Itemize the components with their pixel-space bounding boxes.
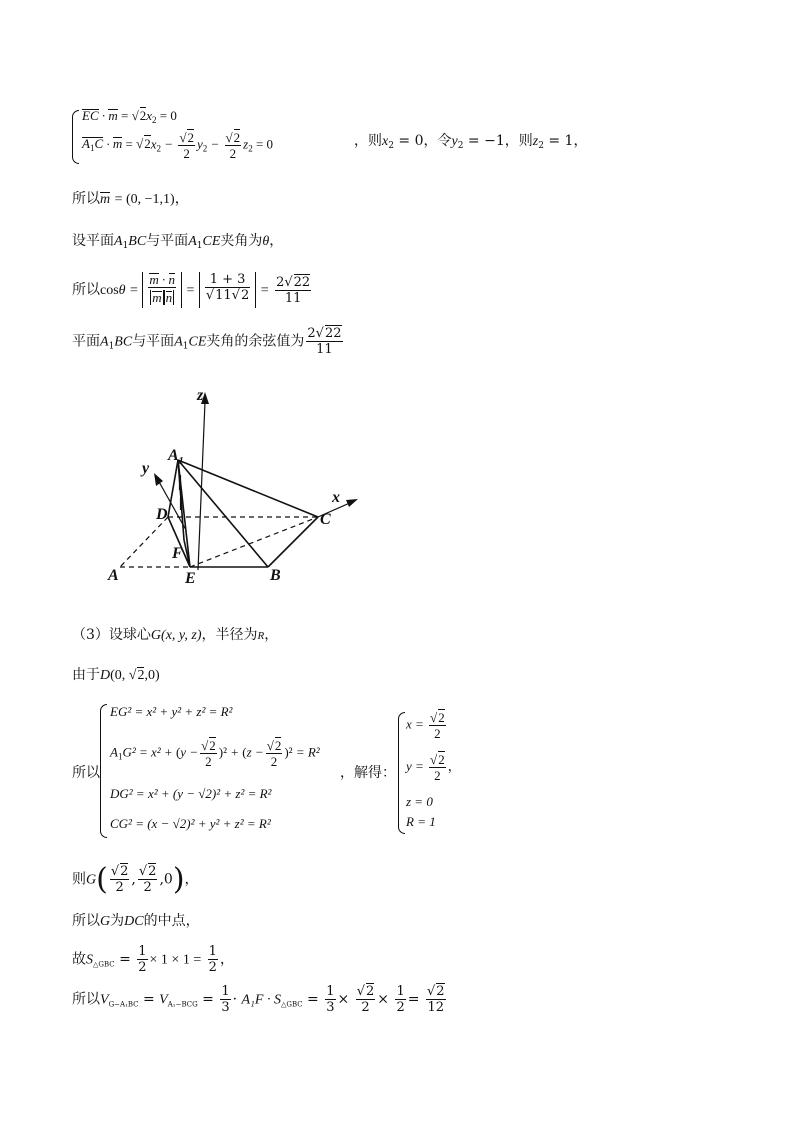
line-midpoint: 所以G为DC的中点， — [72, 913, 200, 929]
line-point-D: 由于D(0, √2,0) — [72, 667, 160, 683]
geometry-figure — [90, 380, 380, 590]
line-vector-m: 所以m = (0, −1,1)， — [72, 190, 189, 209]
label-y: y — [142, 460, 150, 477]
label-A1: $A_1$ — [168, 447, 184, 467]
system2-solve-label: ，解得： — [340, 765, 396, 781]
system2-row2: $A_1G^2 = x^2 + (y$ − $\frac{√2}{2}$ )² + (z − $\frac{√2}{2}$ )² = R² — [110, 738, 320, 769]
label-x: x — [332, 489, 340, 506]
label-z: z — [197, 387, 204, 404]
hidden-edges — [120, 517, 318, 567]
left-brace — [398, 712, 405, 834]
system2-row4: CG² = (x − √2)² + y² + z² = R² — [110, 816, 271, 831]
x-axis-arrow — [346, 499, 358, 507]
solution-R: R = 1 — [406, 814, 436, 829]
equation-system-2 — [100, 704, 360, 840]
system1-conclusion: ，则$x_2 = 0$，令$y_2 = -1$，则$z_2 = 1$， — [354, 133, 588, 151]
line-G-coords: 则G( $\frac{√2}{2}$ , $\frac{√2}{2}$ ,0)， — [72, 862, 199, 897]
label-D: D — [156, 506, 168, 523]
line-volume: 所以$V_{G-A_1BC} = V_{A_1-BCG}$ = $\frac{1}{3}$ · $A_1F \cdot S_{\triangle GBC}$ = $\frac{1}{3}$ × $\frac{√2}{2}$ × $\frac{1}{2}$ = $\frac{√2}{12}$ — [72, 984, 445, 1015]
system1-row2: $A_1C \cdot m = √2x_2$ − $\frac{√2}{2}$ $y_2$ − $\frac{√2}{2}$ $z_2 = 0$ — [82, 130, 274, 161]
label-E: E — [185, 570, 196, 587]
line-part3: （3）设球心G(x, y, z)，半径为R， — [72, 627, 279, 643]
solution-z: z = 0 — [406, 794, 433, 809]
label-B: B — [270, 567, 281, 584]
line-angle-definition: 设平面$A_1BC$与平面$A_1CE$夹角为θ， — [72, 233, 284, 251]
solution-x: x = $\frac{√2}{2}$ — [406, 710, 445, 741]
left-brace — [100, 704, 107, 838]
line-area: 故$S_{\triangle GBC}$ = $\frac{1}{2}$ × 1 × 1 = $\frac{1}{2}$ ， — [72, 944, 234, 975]
system2-prefix: 所以 — [72, 765, 100, 781]
label-C: C — [320, 511, 331, 528]
edge-A1D — [168, 460, 178, 517]
equation-system-1 — [72, 108, 588, 168]
system2-row1: EG² = x² + y² + z² = R² — [110, 704, 233, 719]
line-cosine: 所以cosθ = $\frac{m \cdot n}{\text{m n}}$ = $\frac{1 + 3}{√11√2}$ = $\frac{2√22}{11}$ — [72, 272, 313, 308]
label-A: A — [108, 567, 119, 584]
edge-A1C — [178, 460, 318, 517]
left-brace — [72, 110, 79, 164]
system1-row1: EC · $m = √2x_2 = 0$ — [82, 108, 177, 125]
solution-y: y = $\frac{√2}{2}$ ， — [406, 752, 461, 783]
system2-row3: DG² = x² + (y − √2)² + z² = R² — [110, 786, 272, 801]
y-axis-arrow — [154, 473, 163, 486]
edge-A1B — [178, 460, 268, 567]
solution-system — [398, 710, 488, 834]
line-result-cosine: 平面$A_1BC$与平面$A_1CE$夹角的余弦值为 $\frac{2√22}{11}$ — [72, 326, 342, 357]
edge-BC — [268, 517, 318, 567]
label-F: F — [172, 545, 183, 562]
